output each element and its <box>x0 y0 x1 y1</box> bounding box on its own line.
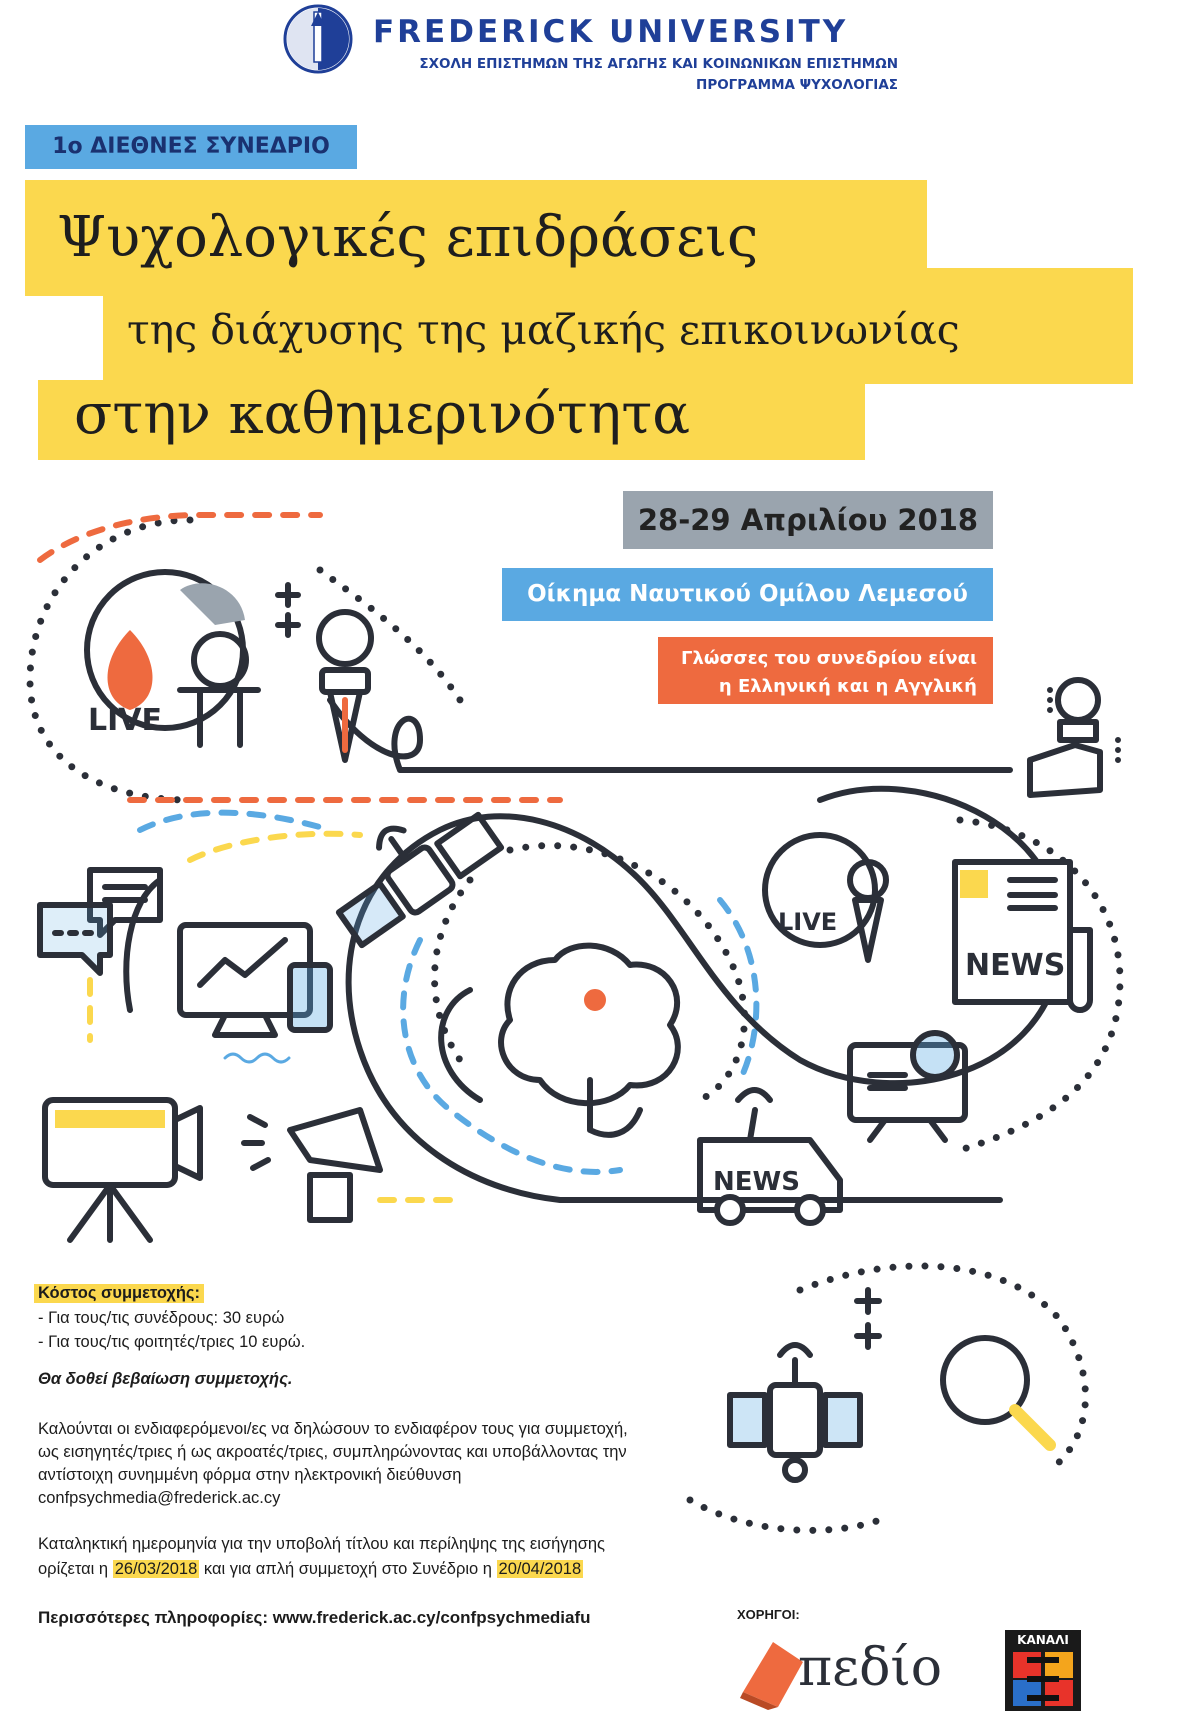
blue-dashed-path <box>140 813 756 1172</box>
live-news-globe-icon <box>765 835 886 960</box>
video-camera-icon <box>45 1100 200 1240</box>
newspaper-icon <box>955 862 1090 1010</box>
deadline-text <box>38 1532 678 1582</box>
certificate-note: Θα δοθεί βεβαίωση συμμετοχής. <box>38 1370 293 1388</box>
projector-icon <box>850 1033 965 1140</box>
cost-heading: Κόστος συμμετοχής: <box>34 1284 204 1303</box>
deadline-mid: και για απλή συμμετοχή στο Συνέδριο η <box>203 1560 492 1578</box>
monitor-chart-icon <box>180 925 330 1062</box>
conference-badge: 1ο ΔΙΕΘΝΕΣ ΣΥΝΕΔΡΙΟ <box>25 125 357 169</box>
title-line-3: στην καθημερινότητα <box>38 380 865 460</box>
more-info-link[interactable]: Περισσότερες πληροφορίες: www.frederick.ac.cy/confpsychmediafu <box>38 1608 591 1627</box>
title-line-1: Ψυχολογικές επιδράσεις <box>25 180 927 296</box>
school-name: ΣΧΟΛΗ ΕΠΙΣΤΗΜΩΝ ΤΗΣ ΑΓΩΓΗΣ ΚΑΙ ΚΟΙΝΩΝΙΚΩΝ ΕΠΙΣΤΗΜΩΝ <box>419 56 898 72</box>
cost-list <box>38 1306 305 1354</box>
invitation-text <box>38 1418 678 1510</box>
news-label: NEWS <box>965 948 1066 983</box>
languages-line-1: Γλώσσες του συνεδρίου είναι <box>681 648 977 669</box>
satellite-icon <box>316 782 504 949</box>
hand-microphone-icon <box>1030 680 1118 795</box>
university-name: FREDERICK UNIVERSITY <box>373 14 849 50</box>
event-languages <box>658 637 993 704</box>
event-venue: Οίκημα Ναυτικού Ομίλου Λεμεσού <box>502 568 993 621</box>
live-label-2: LIVE <box>778 908 838 936</box>
invitation-line-3: αντίστοιχη συνημμένη φόρμα στην ηλεκτρονική διεύθυνση <box>38 1466 462 1484</box>
event-date: 28-29 Απριλίου 2018 <box>623 491 993 549</box>
live-globe-icon <box>87 572 258 745</box>
sponsor-pedio: πεδίο <box>798 1638 943 1698</box>
magnifier-icon <box>943 1338 1050 1445</box>
cost-item: - Για τους/τις φοιτητές/τριες 10 ευρώ. <box>38 1333 306 1351</box>
deadline-line-1: Καταληκτική ημερομηνία για την υποβολή τίτλου και περίληψης της εισήγησης <box>38 1535 606 1553</box>
sponsors-label: ΧΟΡΗΓΟΙ: <box>737 1607 800 1622</box>
chat-bubbles-icon <box>40 870 160 973</box>
contact-email[interactable]: confpsychmedia@frederick.ac.cy <box>38 1489 281 1507</box>
plus-icon <box>278 585 298 635</box>
cost-item: - Για τους/τις συνέδρους: 30 ευρώ <box>38 1309 285 1327</box>
attendance-deadline-date: 20/04/2018 <box>498 1560 582 1578</box>
kanali-label: ΚΑΝΑΛΙ <box>1017 1633 1069 1647</box>
title-line-2: της διάχυσης της μαζικής επικοινωνίας <box>103 268 1133 384</box>
kanali-6-logo <box>1005 1630 1081 1711</box>
abstract-deadline-date: 26/03/2018 <box>114 1560 198 1578</box>
news-van-icon <box>700 1090 840 1223</box>
deadline-pre: ορίζεται η <box>38 1560 109 1578</box>
brain-icon <box>501 946 678 1135</box>
live-label: LIVE <box>88 703 162 738</box>
deadline-line-2 <box>38 1557 678 1582</box>
megaphone-icon <box>244 1110 380 1220</box>
frederick-university-logo <box>283 4 353 74</box>
program-name: ΠΡΟΓΡΑΜΜΑ ΨΥΧΟΛΟΓΙΑΣ <box>696 77 898 93</box>
news-van-label: NEWS <box>713 1167 800 1197</box>
satellite-small-icon <box>730 1345 860 1480</box>
languages-line-2: η Ελληνική και η Αγγλική <box>718 676 977 697</box>
invitation-line-2: ως εισηγητές/τριες ή ως ακροατές/τριες, συμπληρώνοντας και υποβάλλοντας την <box>38 1443 627 1461</box>
invitation-line-1: Καλούνται οι ενδιαφερόμενοι/ες να δηλώσουν το ενδιαφέρον τους για συμμετοχή, <box>38 1420 628 1438</box>
plus-icon-2 <box>857 1290 879 1347</box>
